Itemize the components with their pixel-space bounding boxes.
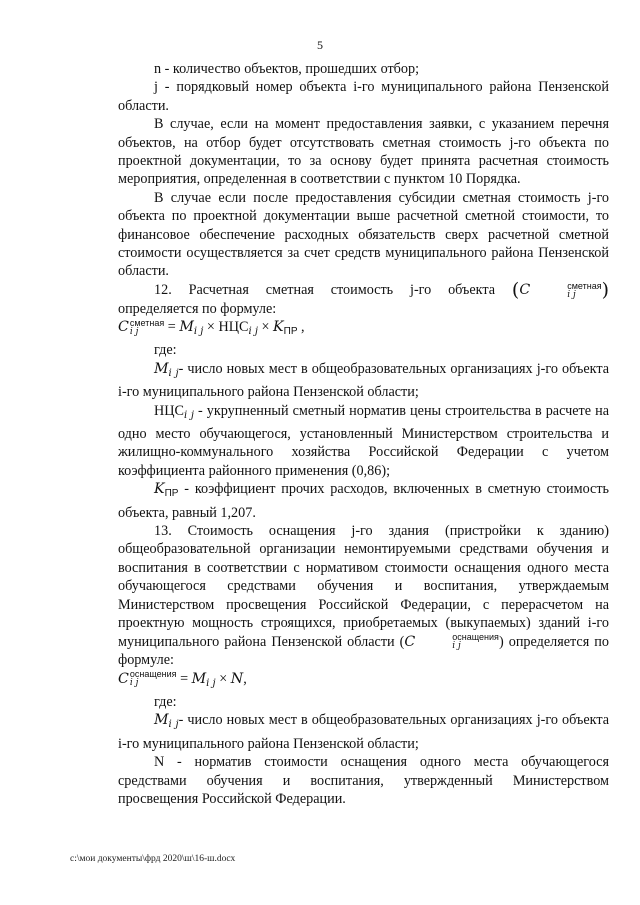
paragraph-missing-estimate-case: В случае, если на момент предоставления заявки, с указанием перечня объектов, на отбор будет отсутствовать сметная стоимость j-го объекта по проектной документации, то за основу будет принята расчетная стоимость мероприятия, определенная в соответствии с пунктом 10 Порядка. bbox=[118, 116, 609, 188]
paragraph-excess-estimate-case: В случае если после предоставления субсидии сметная стоимость j-го объекта по проектной документации выше расчетной сметной стоимости, то финансовое обеспечение расходных обязательств сверх расчетной сметной стоимости осуществляется за счет средств муниципального района Пензенской области. bbox=[118, 189, 609, 280]
document-body bbox=[118, 60, 609, 809]
where-label-1: где: bbox=[154, 342, 177, 359]
superscript-osnashcheniya: оснащения bbox=[452, 632, 499, 643]
formula-estimate-cost: C сметная i j = $M_{i j} \times НЦС_{i j} \times K_{ПР}$ , bbox=[118, 317, 305, 338]
paragraph-j-definition: j - порядковый номер объекта i-го муниципального района Пензенской области. bbox=[118, 79, 609, 114]
where-label-2: где: bbox=[154, 694, 177, 711]
subscript-ij: i j bbox=[567, 289, 576, 300]
paragraph-k-definition: $K_{ПР}$ - коэффициент прочих расходов, включенных в сметную стоимость объекта, равный 1,207. bbox=[118, 481, 609, 521]
paragraph-13: 13. Стоимость оснащения j-го здания (пристройки к зданию) общеобразовательной организации немонтируемыми средствами обучения и воспитания в соответствии с нормативом стоимости оснащения одного места обучающегося средствами обучения и воспитания, утверждаемым Министерством просвещения Российской Федерации, с перерасчетом на проектную мощность строящихся, приобретаемых (выкупаемых) зданий i-го муниципального района Пензенской области (C оснащения i j ) определяется по формуле: bbox=[118, 523, 609, 669]
superscript-smetnaya: сметная bbox=[567, 280, 602, 291]
file-path-footer: c:\мои документы\фрд 2020\ш\16-ш.docx bbox=[70, 854, 236, 864]
page-number: 5 bbox=[317, 38, 323, 52]
paragraph-n-norm-definition: N - норматив стоимости оснащения одного места обучающегося средствами обучения и воспитания, утвержденный Министерством просвещения Российской Федерации. bbox=[118, 754, 609, 808]
paragraph-m-definition-2: $M_{i j}-$ число новых мест в общеобразовательных организациях j-го объекта i-го муниципального района Пензенской области; bbox=[118, 712, 609, 752]
paragraph-12: 12. Расчетная сметная стоимость j-го объекта (C сметная i j ) определяется по формуле: bbox=[118, 278, 609, 317]
paragraph-n-definition: n - количество объектов, прошедших отбор; bbox=[154, 61, 420, 77]
paragraph-m-definition-1: $M_{i j}-$ число новых мест в общеобразовательных организациях j-го объекта i-го муниципального района Пензенской области; bbox=[118, 360, 609, 401]
symbol-c: C bbox=[519, 281, 531, 298]
paragraph-ncs-definition: $НЦС_{i j}$ - укрупненный сметный норматив цены строительства в расчете на одно место обучающегося, установленный Министерством строительства и жилищно-коммунального хозяйства Российской Федерации с учетом коэффициента районного применения (0,86); bbox=[118, 402, 609, 479]
formula-equipment-cost: C оснащения i j = $M_{i j} \times N$, bbox=[118, 669, 247, 689]
